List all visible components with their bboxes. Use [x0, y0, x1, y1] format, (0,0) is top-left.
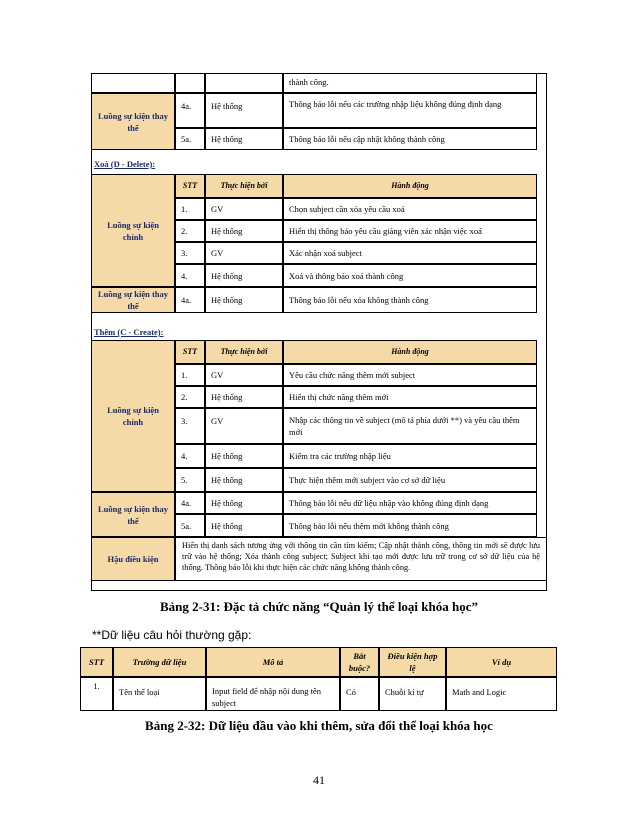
header-stt: STT: [175, 340, 205, 364]
page-number: 41: [313, 773, 325, 787]
table-cell-stt: 4a.: [175, 93, 205, 128]
table-cell-actor: Hệ thống: [205, 220, 283, 242]
table-cell-description: Input field để nhập nội dung tên subject: [206, 677, 340, 711]
table-cell-actor: GV: [205, 242, 283, 264]
main-flow-label: Luồng sự kiện chính: [91, 174, 175, 287]
table-cell-stt: 4.: [175, 444, 205, 468]
header-actor: Thực hiện bởi: [205, 340, 283, 364]
header-condition: Điều kiện hợp lệ: [379, 647, 446, 677]
table-cell-action: Thực hiện thêm mới subject vào cơ sở dữ liệu: [283, 468, 537, 492]
table-cell-stt: 3.: [175, 408, 205, 444]
header-stt: STT: [175, 174, 205, 198]
table-cell-action: Hiển thị thông báo yêu cầu giảng viên xác nhận việc xoá: [283, 220, 537, 242]
table-cell-required: Có: [340, 677, 379, 711]
faq-data-note: **Dữ liệu câu hỏi thường gặp:: [92, 628, 252, 642]
table-cell-stt: 2.: [175, 220, 205, 242]
table-cell-action: Thông báo lỗi nếu dữ liệu nhập vào không đúng định dạng: [283, 492, 537, 514]
postcondition-label: Hậu điều kiện: [91, 537, 175, 581]
table-cell-action: Thông báo lỗi nếu thêm mới không thành công: [283, 514, 537, 537]
table-cell-stt: 5a.: [175, 514, 205, 537]
table-cell-action: Xác nhận xoá subject: [283, 242, 537, 264]
table-cell-action: Xoá và thông báo xoá thành công: [283, 264, 537, 287]
table-cell-empty: [175, 73, 205, 93]
table-cell-actor: GV: [205, 364, 283, 386]
table-cell-actor: Hệ thống: [205, 287, 283, 313]
table-caption: Bảng 2-31: Đặc tả chức năng “Quản lý thể loại khóa học”: [159, 599, 479, 614]
header-example: Ví dụ: [446, 647, 557, 677]
table-cell-condition: Chuỗi kí tự: [379, 677, 446, 711]
table-caption: Bảng 2-32: Dữ liệu đầu vào khi thêm, sửa đổi thể loại khóa học: [145, 718, 493, 733]
table-cell-actor: Hệ thống: [205, 93, 283, 128]
table-cell-actor: Hệ thống: [205, 468, 283, 492]
table-cell-stt: 1.: [175, 198, 205, 220]
table-cell-action: Hiển thị chức năng thêm mới: [283, 386, 537, 408]
header-field: Trường dữ liệu: [113, 647, 206, 677]
table-cell-field: Tên thể loại: [113, 677, 206, 711]
table-cell-action: Thông báo lỗi nếu xóa không thành công: [283, 287, 537, 313]
table-cell-actor: Hệ thống: [205, 264, 283, 287]
table-cell-actor: Hệ thống: [205, 492, 283, 514]
header-required: Bắt buộc?: [340, 647, 379, 677]
header-action: Hành động: [283, 340, 537, 364]
table-cell-actor: Hệ thống: [205, 386, 283, 408]
table-cell-stt: 5.: [175, 468, 205, 492]
table-cell-action: Thông báo lỗi nếu cập nhật không thành công: [283, 128, 537, 150]
alt-flow-label: Luồng sự kiện thay thế: [91, 287, 175, 313]
table-cell-action: Kiểm tra các trường nhập liệu: [283, 444, 537, 468]
table-cell-actor: GV: [205, 198, 283, 220]
table-cell-empty: [91, 73, 175, 93]
table-cell-stt: 1.: [80, 677, 113, 711]
table-cell-actor: Hệ thống: [205, 128, 283, 150]
table-cell-stt: 2.: [175, 386, 205, 408]
header-actor: Thực hiện bởi: [205, 174, 283, 198]
header-description: Mô tả: [206, 647, 340, 677]
table-cell-action: Nhập các thông tin về subject (mô tả phía dưới **) và yêu cầu thêm mới: [283, 408, 537, 444]
table-cell-action: Chọn subject cần xóa yêu cầu xoá: [283, 198, 537, 220]
main-flow-label: Luồng sự kiện chính: [91, 340, 175, 492]
table-cell-actor: GV: [205, 408, 283, 444]
table-cell-stt: 5a.: [175, 128, 205, 150]
table-cell-stt: 3.: [175, 242, 205, 264]
alt-flow-label: Luồng sự kiện thay thế: [91, 492, 175, 537]
table-cell-action: thành công.: [283, 73, 537, 93]
table-cell-action: Yêu cầu chức năng thêm mới subject: [283, 364, 537, 386]
table-cell-stt: 1.: [175, 364, 205, 386]
table-cell-empty: [205, 73, 283, 93]
table-cell-stt: 4a.: [175, 492, 205, 514]
alt-flow-label: Luồng sự kiện thay thế: [91, 93, 175, 150]
create-section-title: Thêm (C - Create):: [94, 327, 164, 337]
table-cell-stt: 4.: [175, 264, 205, 287]
table-cell-stt: 4a.: [175, 287, 205, 313]
header-stt: STT: [80, 647, 113, 677]
header-action: Hành động: [283, 174, 537, 198]
postcondition-text: Hiển thị danh sách tương ứng với thông tin cần tìm kiếm; Cập nhật thành công, thông tin mới sẽ được lưu trữ vào hệ thống; Xóa thành công subject; Subject khi tạo mới được lưu trữ trong cơ sở dữ liệu của hệ thống. Thông báo lỗi khi thực hiện các chức năng không thành công.: [175, 537, 547, 581]
table-cell-actor: Hệ thống: [205, 444, 283, 468]
table-cell-example: Math and Logic: [446, 677, 557, 711]
table-cell-action: Thông báo lỗi nếu các trường nhập liệu không đúng định dạng: [283, 93, 537, 128]
table-cell-actor: Hệ thống: [205, 514, 283, 537]
delete-section-title: Xoá (D - Delete):: [94, 159, 156, 169]
